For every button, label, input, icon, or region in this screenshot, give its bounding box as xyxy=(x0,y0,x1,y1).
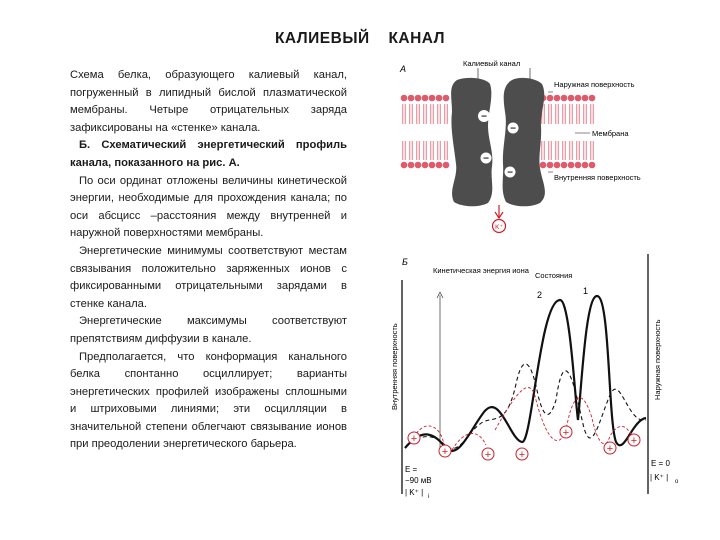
lipid-head xyxy=(589,162,596,169)
panel-b-label: Б xyxy=(402,257,408,267)
lipid-head xyxy=(547,162,554,169)
lipid-head xyxy=(429,162,436,169)
ion-outer-sub: o xyxy=(675,479,679,485)
ion-inner-sub: i xyxy=(428,494,430,500)
ion-outer-label: | K⁺ | xyxy=(650,473,669,482)
svg-text:+: + xyxy=(441,446,449,458)
svg-text:+: + xyxy=(518,449,526,461)
svg-text:+: + xyxy=(606,443,614,455)
outer-surface-y-label: Наружная поверхность xyxy=(653,319,662,400)
outer-surface-label: Наружная поверхность xyxy=(554,80,635,89)
paragraph-profile-heading: Б. Схематический энергетический профиль канала, показанного на рис. А. xyxy=(70,139,347,169)
kinetic-energy-label: Кинетическая энергия иона xyxy=(433,266,529,275)
lipid-bilayer xyxy=(401,95,596,169)
paragraph-axes: По оси ординат отложены величины кинетической энергии, необходимые для прохождения канала; по оси абсцисс –расстояния между внутренней и наружной поверхностями мембраны. xyxy=(70,174,347,240)
lipid-head xyxy=(422,95,429,102)
lipid-head xyxy=(582,162,589,169)
channel-protein-left xyxy=(451,78,492,206)
inner-surface-y-label: Внутренняя поверхность xyxy=(390,323,399,410)
lipid-head xyxy=(582,95,589,102)
membrane-label: Мембрана xyxy=(592,129,629,138)
lipid-head xyxy=(415,162,422,169)
state-2-label: 2 xyxy=(537,290,543,300)
channel-protein-right xyxy=(503,78,545,206)
svg-text:−: − xyxy=(510,123,516,135)
lipid-head xyxy=(554,162,561,169)
potential-outer-label: E = 0 xyxy=(651,459,670,468)
energy-profile-solid xyxy=(405,296,646,451)
potassium-ion xyxy=(493,205,506,233)
lipid-head xyxy=(575,95,582,102)
paragraph-maxima: Энергетические максимумы соответствуют препятствиям диффузии в канале. xyxy=(70,315,347,345)
lipid-head xyxy=(561,95,568,102)
ion-inner-label: | K⁺ | xyxy=(405,488,424,497)
paragraph-scheme: Схема белка, образующего калиевый канал, погруженный в липидный бислой плазматической мембраны. Четыре отрицательных заряда зафиксированы на «стенке» канала. xyxy=(70,69,347,134)
lipid-head xyxy=(415,95,422,102)
lipid-head xyxy=(443,162,450,169)
lipid-head xyxy=(422,162,429,169)
states-label: Состояния xyxy=(535,271,573,280)
paragraph-minima: Энергетические минимумы соответствуют местам связывания положительно заряженных ионов с фиксированными отрицательными зарядами в стенке канала. xyxy=(70,244,347,310)
svg-text:−: − xyxy=(481,111,487,123)
lipid-head xyxy=(401,95,408,102)
lipid-head xyxy=(540,162,547,169)
figure-b xyxy=(390,254,679,500)
lipid-head xyxy=(408,95,415,102)
lipid-head xyxy=(561,162,568,169)
lipid-head xyxy=(575,162,582,169)
svg-text:K⁺: K⁺ xyxy=(495,224,503,231)
svg-text:+: + xyxy=(630,435,638,447)
figure-a xyxy=(399,59,641,233)
svg-text:+: + xyxy=(562,427,570,439)
channel-label: Калиевый канал xyxy=(463,59,521,68)
state-1-label: 1 xyxy=(583,286,589,296)
lipid-head xyxy=(568,162,575,169)
potential-inner-value: −90 мВ xyxy=(405,476,432,485)
paragraph-oscillation: Предполагается, что конформация канального белка спонтанно осциллирует; варианты энергетических профилей изображены сплошными и штриховыми линиями; эти осцилляции в значительной степени облегчают связывание ионов при преодолении энергетического барьера. xyxy=(70,350,347,451)
lipid-head xyxy=(554,95,561,102)
svg-text:+: + xyxy=(410,433,418,445)
svg-text:−: − xyxy=(507,167,513,179)
lipid-head xyxy=(568,95,575,102)
panel-a-label: А xyxy=(400,64,407,74)
lipid-head xyxy=(589,95,596,102)
slide-title: КАЛИЕВЫЙ КАНАЛ xyxy=(274,30,446,47)
potential-inner-label: E = xyxy=(405,465,418,474)
lipid-head xyxy=(408,162,415,169)
svg-text:+: + xyxy=(484,449,492,461)
lipid-head xyxy=(429,95,436,102)
lipid-head xyxy=(436,95,443,102)
svg-text:−: − xyxy=(483,153,489,165)
lipid-head xyxy=(547,95,554,102)
lipid-head xyxy=(443,95,450,102)
lipid-head xyxy=(436,162,443,169)
lipid-head xyxy=(401,162,408,169)
inner-surface-label: Внутренняя поверхность xyxy=(554,173,641,182)
